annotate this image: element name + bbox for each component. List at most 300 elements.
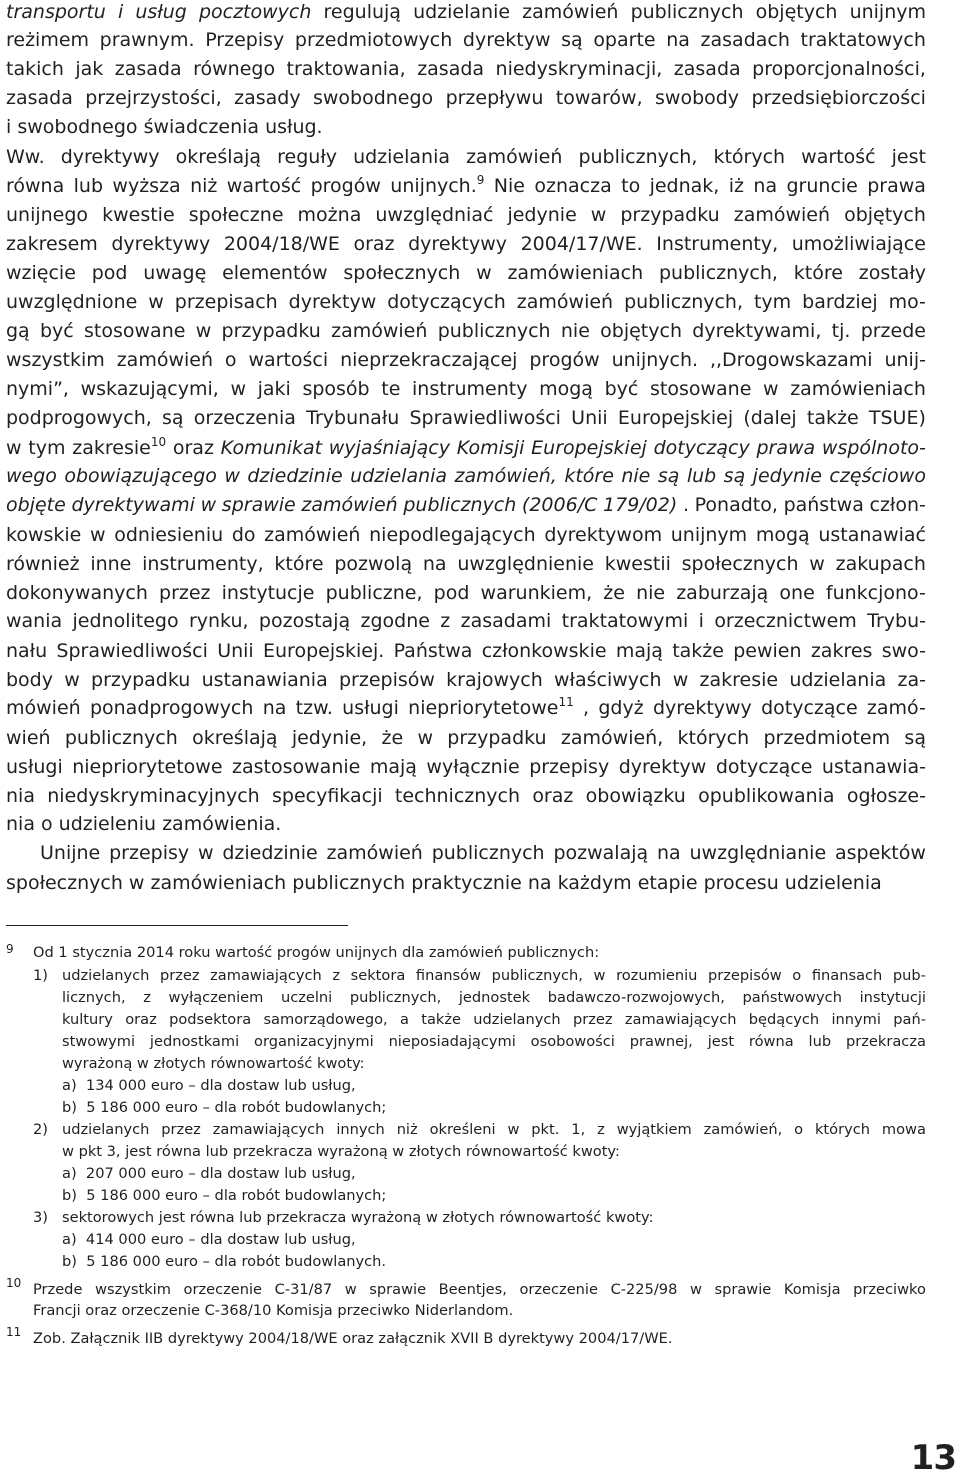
footnote-line	[62, 987, 926, 1009]
body-line	[6, 666, 926, 695]
word: publicznych	[403, 494, 517, 516]
footnote-ref: 11	[558, 695, 574, 709]
word: niepodlegających	[369, 524, 536, 546]
word: przedsiębiorczości	[751, 87, 926, 109]
footnote-text: a) 414 000 euro – dla dostaw lub usług,	[62, 1231, 356, 1248]
word: 2004/18/WE	[223, 233, 340, 255]
word: dyrektyw	[618, 756, 707, 778]
word: w	[476, 262, 492, 284]
word: (2006/C	[521, 494, 598, 516]
body-line	[6, 55, 926, 84]
word: państwa	[783, 494, 864, 516]
word: innymi	[831, 1011, 881, 1028]
word: nymi”,	[6, 378, 69, 400]
word: krajowych	[446, 669, 543, 691]
word: przejrzystości,	[85, 87, 222, 109]
word: wyjątkiem	[616, 1121, 692, 1138]
word: przez	[159, 582, 211, 604]
word: zamówień	[331, 320, 428, 342]
word: pewien	[733, 640, 802, 662]
word: zamówień	[516, 291, 614, 313]
word: dyrektywy	[60, 146, 160, 168]
word: z	[332, 967, 341, 984]
word: w	[200, 494, 217, 516]
word: są	[561, 29, 583, 51]
word: unijnym	[849, 1, 926, 23]
word: dyrektyw	[462, 29, 551, 51]
footnote-ref: 9	[476, 173, 485, 187]
word: wego	[6, 465, 57, 487]
word: także	[806, 407, 859, 429]
word: jest	[891, 146, 926, 168]
word: przez	[161, 1121, 201, 1138]
footnote-line	[62, 1163, 356, 1185]
word: Trybu-	[867, 610, 926, 632]
word: mówień	[6, 697, 81, 719]
word: przepisach	[174, 291, 278, 313]
footnote-ref: 10	[150, 435, 167, 449]
word: zamó-	[866, 697, 926, 719]
word: wania	[6, 610, 63, 632]
word: ogłosze-	[846, 785, 926, 807]
text-segment: i swobodnego świadczenia usług.	[6, 116, 323, 138]
word: jednak,	[649, 175, 720, 197]
word: które	[274, 553, 324, 575]
word: prawnej,	[629, 1033, 693, 1050]
word: jedynie	[507, 204, 577, 226]
word: specyfikacji	[272, 785, 383, 807]
footnote-line	[62, 1097, 386, 1119]
word: zakupach	[835, 553, 926, 575]
word: wszystkim	[6, 349, 105, 371]
word: zaburzają	[676, 582, 769, 604]
word: TSUE)	[868, 407, 926, 429]
word: oparte	[593, 29, 656, 51]
word: pozwolą	[334, 553, 413, 575]
word: jaki	[257, 378, 291, 400]
word: publicznych,	[491, 967, 583, 984]
word: przepisów	[338, 669, 435, 691]
word: zamówień,	[560, 727, 664, 749]
body-line	[6, 143, 926, 172]
footnote-line	[33, 1207, 48, 1229]
body-line	[6, 172, 926, 201]
word: w	[6, 437, 22, 459]
word: C-31/87	[274, 1281, 333, 1298]
word: w	[148, 291, 164, 313]
body-line	[6, 753, 926, 782]
word: zamówień	[301, 494, 398, 516]
body-line	[6, 288, 926, 317]
body-line	[6, 637, 926, 666]
word: C-225/98	[610, 1281, 678, 1298]
footnote-line	[62, 1075, 356, 1097]
footnote-line	[62, 1119, 926, 1141]
footnote-number: 9	[6, 942, 14, 956]
word: mogą	[755, 524, 810, 546]
word: bardziej	[802, 291, 878, 313]
word: publiczne,	[325, 582, 423, 604]
word: uwzględnione	[6, 291, 138, 313]
word: na	[656, 842, 681, 864]
word: pocztowych	[198, 1, 312, 23]
word: tj.	[831, 320, 851, 342]
word: jednostek	[458, 989, 531, 1006]
word: reguły	[277, 146, 337, 168]
footnote-text: b) 5 186 000 euro – dla robót budowlanych;	[62, 1099, 387, 1116]
body-line	[6, 810, 926, 839]
word: stosowane	[649, 378, 752, 400]
word: których	[814, 1121, 870, 1138]
word: publicznych	[431, 842, 545, 864]
word: zasadach	[700, 29, 790, 51]
word: zamawiających	[210, 967, 322, 984]
word: dotyczące	[715, 756, 813, 778]
word: gruncie	[786, 175, 858, 197]
word: nia	[6, 785, 35, 807]
footnote-line	[62, 1229, 356, 1251]
word: instrumenty,	[142, 553, 264, 575]
word: usług	[135, 1, 187, 23]
word: wskazującymi,	[80, 378, 219, 400]
word: unijnych.	[611, 349, 699, 371]
word: niepriorytetowe	[72, 756, 223, 778]
word: na	[666, 29, 690, 51]
word: (dalej	[743, 407, 797, 429]
word: udzielanie	[413, 1, 511, 23]
word: podprogowych,	[6, 407, 152, 429]
word: innych	[336, 1121, 385, 1138]
word: zamówień	[466, 146, 563, 168]
word: samorządowego,	[263, 1011, 388, 1028]
word: w	[672, 669, 689, 691]
word: wyłączeniem	[168, 989, 264, 1006]
word: na	[422, 553, 447, 575]
word: unijnych.$^9$	[390, 173, 485, 197]
word: przez	[572, 1011, 613, 1028]
word: publicznych	[64, 727, 178, 749]
word: oznacza	[534, 175, 612, 197]
body-line	[6, 607, 926, 636]
word: przypadku	[447, 727, 547, 749]
word: być	[39, 320, 74, 342]
word: organizacyjnymi	[254, 1033, 374, 1050]
body-line	[6, 724, 926, 753]
word: swobody	[655, 87, 740, 109]
word: gdyż	[598, 697, 644, 719]
word: uwagę	[143, 262, 207, 284]
word: przypadku	[221, 320, 321, 342]
word: traktatowymi	[561, 610, 689, 632]
word: w	[224, 465, 240, 487]
word: udzielanych	[62, 967, 150, 984]
word: udzielanych	[62, 1121, 150, 1138]
word: ustanawia-	[821, 756, 926, 778]
word: zasada	[417, 58, 485, 80]
word: obowiązującego	[64, 465, 217, 487]
word: niepriorytetowe$^{11}$	[408, 695, 574, 719]
footnote-line	[62, 1031, 926, 1053]
word: zasadami	[460, 610, 552, 632]
word: instytucje	[221, 582, 315, 604]
word: publicznych	[630, 1, 744, 23]
word: o	[224, 349, 237, 371]
word: opublikowania	[698, 785, 835, 807]
word: orzeczenie	[183, 1281, 263, 1298]
word: zasada	[114, 58, 182, 80]
word: dyrektywy	[408, 233, 507, 255]
word: społecznych	[343, 262, 461, 284]
word: Unii	[571, 407, 608, 429]
footnote-text: 1)	[33, 967, 48, 984]
word: w	[195, 320, 212, 342]
word: publicznych,	[624, 291, 744, 313]
footnote-line	[62, 965, 926, 987]
footnote-line	[33, 1300, 513, 1322]
footnote-text: b) 5 186 000 euro – dla robót budowlanych;	[62, 1187, 387, 1204]
word: orzeczenia	[193, 407, 296, 429]
word: w	[590, 204, 607, 226]
word: lub	[686, 465, 717, 487]
word: 2004/17/WE.	[520, 233, 643, 255]
word: niż	[396, 1121, 418, 1138]
word: elementów	[222, 262, 328, 284]
word: mogą	[539, 378, 593, 400]
word: wyjaśniający	[328, 437, 450, 459]
word: usługi	[6, 756, 63, 778]
word: sprawie	[369, 1281, 427, 1298]
word: nie	[636, 582, 666, 604]
word: takich	[6, 58, 64, 80]
word: których	[713, 146, 786, 168]
word: zamówień,	[703, 1121, 783, 1138]
footnote-line	[62, 1141, 620, 1163]
word: przypadku	[620, 204, 720, 226]
body-line	[6, 462, 926, 491]
word: uwzględniać	[375, 204, 494, 226]
word: z	[143, 989, 151, 1006]
body-line	[6, 26, 926, 55]
word: prawa	[867, 175, 926, 197]
body-line	[6, 317, 926, 346]
word: traktatowych	[800, 29, 926, 51]
footnote-number: 11	[6, 1325, 22, 1339]
word: zamówieniach	[790, 378, 926, 400]
word: zakresie$^{10}$	[72, 435, 167, 459]
word: równego	[193, 58, 276, 80]
body-line	[6, 0, 926, 27]
word: także	[672, 640, 724, 662]
word: Komunikat	[220, 437, 323, 459]
word: unij-	[884, 349, 926, 371]
word: Beentjes,	[438, 1281, 507, 1298]
word: lub	[808, 1033, 832, 1050]
word: przede	[860, 320, 926, 342]
word: podsektora	[169, 1011, 252, 1028]
word: lub	[73, 175, 104, 197]
word: wartość	[226, 175, 302, 197]
word: sektora	[350, 967, 406, 984]
word: również	[6, 553, 80, 575]
word: instytucji	[859, 989, 926, 1006]
word: przez	[159, 967, 200, 984]
footnote-text: 2)	[33, 1121, 48, 1138]
word: rozumieniu	[616, 967, 698, 984]
footnote-text: 3)	[33, 1209, 48, 1226]
word: uwzględnianie	[689, 842, 827, 864]
word: udzielania	[350, 465, 448, 487]
word: tzw.	[295, 697, 333, 719]
word: obowiązku	[585, 785, 686, 807]
word: Unii	[217, 640, 254, 662]
word: orzecznictwem	[714, 610, 857, 632]
word: unijnym	[670, 524, 748, 546]
footnote-number: 10	[6, 1276, 22, 1290]
word: jest	[707, 1033, 735, 1050]
word: człon-	[869, 494, 926, 516]
word: oraz	[353, 233, 395, 255]
word: iż	[728, 175, 745, 197]
word: państwowych	[742, 989, 842, 1006]
word: kwestie	[102, 204, 175, 226]
word: zamówień	[733, 204, 831, 226]
body-line	[6, 230, 926, 259]
footnote-text: Francji oraz orzeczenie C-368/10 Komisja przeciwko Niderlandom.	[33, 1302, 514, 1319]
word: członkowskie	[481, 640, 607, 662]
word: objęte	[6, 494, 66, 516]
word: usługi	[342, 697, 399, 719]
word: stwowymi	[62, 1033, 136, 1050]
body-line	[6, 113, 926, 142]
word: oraz	[532, 785, 574, 807]
word: to	[621, 175, 641, 197]
word: jedynie,	[291, 727, 368, 749]
word: mowa	[881, 1121, 926, 1138]
word: zamówień	[264, 524, 361, 546]
word: w	[197, 842, 214, 864]
word: swo-	[881, 640, 926, 662]
word: dyrektyw	[288, 291, 377, 313]
word: że	[381, 727, 404, 749]
word: Sprawiedliwości	[56, 640, 208, 662]
word: sprawie	[714, 1281, 772, 1298]
word: będących	[748, 1011, 820, 1028]
word: dotyczące	[761, 697, 858, 719]
word: w	[417, 727, 433, 749]
word: przeciwko	[853, 1281, 926, 1298]
word: pod	[91, 262, 128, 284]
word: unijnego	[6, 204, 89, 226]
word: określają	[175, 146, 262, 168]
word: publicznych,	[349, 989, 442, 1006]
word: Państwa	[393, 640, 473, 662]
footnote-text: Zob. Załącznik IIB dyrektywy 2004/18/WE oraz załącznik XVII B dyrektywy 2004/17/WE.	[33, 1330, 673, 1347]
word: jednolitego	[72, 610, 179, 632]
word: objętych	[600, 320, 682, 342]
word: ponadprogowych	[89, 697, 254, 719]
word: mo-	[888, 291, 926, 313]
body-line	[6, 521, 926, 550]
word: umożliwiające	[791, 233, 926, 255]
body-line	[6, 550, 926, 579]
word: pub-	[892, 967, 926, 984]
word: dotyczących	[387, 291, 506, 313]
word: licznych,	[62, 989, 126, 1006]
word: pozostają	[258, 610, 351, 632]
word: nieprzekraczającej	[340, 349, 518, 371]
body-line	[6, 869, 926, 898]
word: przepisy	[529, 756, 610, 778]
footnote-text: a) 207 000 euro – dla dostaw lub usług,	[62, 1165, 356, 1182]
word: przepływu	[445, 87, 544, 109]
word: finansach	[811, 967, 883, 984]
word: nieposiadającymi	[388, 1033, 516, 1050]
word: 179/02)	[603, 494, 678, 516]
word: wartość	[801, 146, 876, 168]
word: oraz	[125, 1011, 157, 1028]
word: niż	[190, 175, 218, 197]
body-line	[6, 404, 926, 433]
word: zamawiających	[212, 1121, 325, 1138]
word: pod	[433, 582, 470, 604]
word: zamówień,	[454, 465, 557, 487]
word: Europejskiej	[531, 437, 647, 459]
word: wyłącznie	[426, 756, 520, 778]
word: Sprawiedliwości	[409, 407, 561, 429]
footnote-text: w pkt 3, jest równa lub przekracza wyrażoną w złotych równowartość kwoty:	[62, 1143, 620, 1160]
word: funkcjono-	[825, 582, 926, 604]
footnote-text: a) 134 000 euro – dla dostaw lub usług,	[62, 1077, 356, 1094]
body-line	[6, 579, 926, 608]
word: objętych	[755, 1, 838, 23]
word: dyrektywy	[111, 233, 211, 255]
body-line	[6, 375, 926, 404]
word: wzięcie	[6, 262, 76, 284]
word: a	[399, 1011, 409, 1028]
word: zasada	[6, 87, 73, 109]
word: pkt.	[531, 1121, 560, 1138]
word: określają	[192, 727, 278, 749]
word: Komisja	[783, 1281, 841, 1298]
body-line	[6, 346, 926, 375]
word: na	[262, 697, 287, 719]
word: ustanawiać	[818, 524, 926, 546]
word: towarów,	[555, 87, 643, 109]
word: równa	[6, 175, 65, 197]
footnote-line	[33, 965, 48, 987]
word: te	[381, 378, 401, 400]
footnote-line	[62, 1053, 365, 1075]
word: objętych	[844, 204, 926, 226]
word: traktowania,	[286, 58, 406, 80]
word: dziedzinie	[247, 465, 343, 487]
word: niedyskryminacyjnych	[47, 785, 260, 807]
word: społecznych	[681, 553, 799, 575]
word: inne	[90, 553, 132, 575]
word: kultury	[62, 1011, 113, 1028]
word: body	[6, 669, 53, 691]
word: Unijne	[40, 842, 101, 864]
word: reżimem	[6, 29, 90, 51]
word: wartości	[248, 349, 329, 371]
word: być	[604, 378, 639, 400]
word: w	[593, 967, 606, 984]
page-number: 13	[910, 1438, 956, 1478]
footnote-text: Od 1 stycznia 2014 roku wartość progów unijnych dla zamówień publicznych:	[33, 944, 600, 961]
word: zamówień	[522, 1, 619, 23]
word: przedmiotowych	[294, 29, 453, 51]
footnote-line	[33, 942, 599, 964]
